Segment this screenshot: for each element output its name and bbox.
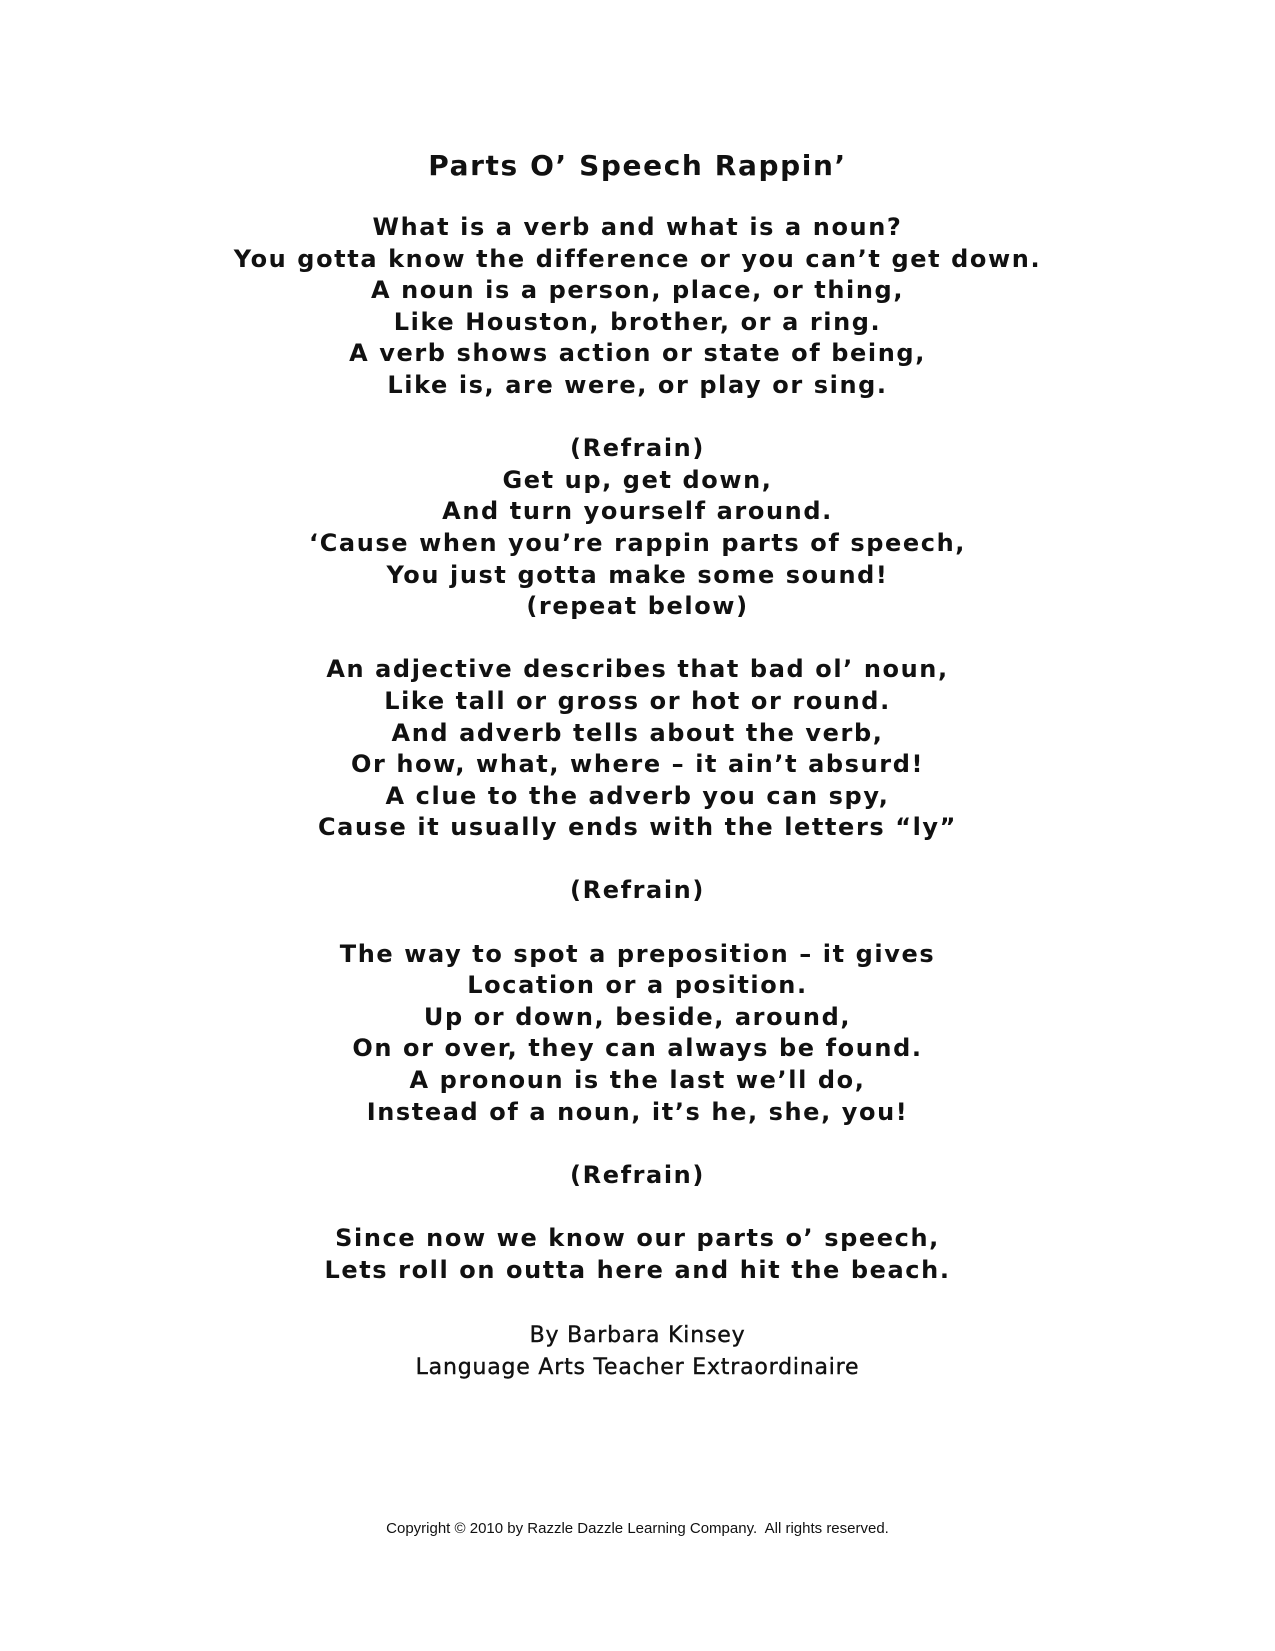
poem-line: Like Houston, brother, or a ring. [393, 307, 882, 336]
poem-line: Like is, are were, or play or sing. [387, 370, 888, 399]
poem-line: A noun is a person, place, or thing, [370, 276, 905, 305]
poem-line: The way to spot a preposition – it gives [339, 939, 936, 968]
poem-line: And turn yourself around. [442, 497, 833, 526]
poem-line: What is a verb and what is a noun? [372, 213, 903, 241]
refrain-marker: (Refrain) [570, 1160, 705, 1189]
stanza-gap [0, 844, 1275, 876]
poem-line: An adjective describes that bad ol’ noun, [326, 655, 949, 684]
poem [0, 212, 1275, 1286]
poem-line: A verb shows action or state of being, [349, 339, 926, 368]
stanza-gap [0, 1128, 1275, 1160]
stanza-gap [0, 907, 1275, 939]
page-title: Parts O’ Speech Rappin’ [428, 149, 847, 182]
poem-line: Lets roll on outta here and hit the beach. [324, 1255, 951, 1284]
poem-line: You gotta know the difference or you can’t get down. [233, 244, 1042, 273]
refrain-heading: (Refrain) [570, 434, 705, 463]
copyright-notice: Copyright © 2010 by Razzle Dazzle Learning Company. All rights reserved. [386, 1520, 889, 1537]
poem-line: Cause it usually ends with the letters “ly” [317, 813, 958, 842]
author-role: Language Arts Teacher Extraordinaire [415, 1354, 860, 1380]
poem-line: A clue to the adverb you can spy, [385, 781, 890, 810]
poem-line: You just gotta make some sound! [386, 560, 889, 589]
poem-line: And adverb tells about the verb, [391, 718, 884, 747]
poem-line: On or over, they can always be found. [352, 1034, 923, 1063]
stanza-gap [0, 623, 1275, 655]
poem-line: ‘Cause when you’re rappin parts of speech, [308, 528, 967, 557]
poem-line: Instead of a noun, it’s he, she, you! [366, 1097, 909, 1126]
poem-line: Location or a position. [467, 971, 808, 1000]
poem-line: Or how, what, where – it ain’t absurd! [350, 750, 925, 779]
poem-line: Like tall or gross or hot or round. [384, 686, 891, 715]
poem-line: Up or down, beside, around, [423, 1002, 852, 1031]
poem-line: A pronoun is the last we’ll do, [409, 1066, 866, 1095]
stanza-gap [0, 402, 1275, 434]
poem-line: Since now we know our parts o’ speech, [335, 1224, 940, 1252]
repeat-note: (repeat below) [526, 592, 749, 621]
author-block [0, 1320, 1275, 1383]
refrain-marker: (Refrain) [570, 876, 705, 905]
poem-line: Get up, get down, [502, 465, 773, 494]
stanza-gap [0, 1191, 1275, 1223]
author-byline: By Barbara Kinsey [529, 1323, 746, 1348]
